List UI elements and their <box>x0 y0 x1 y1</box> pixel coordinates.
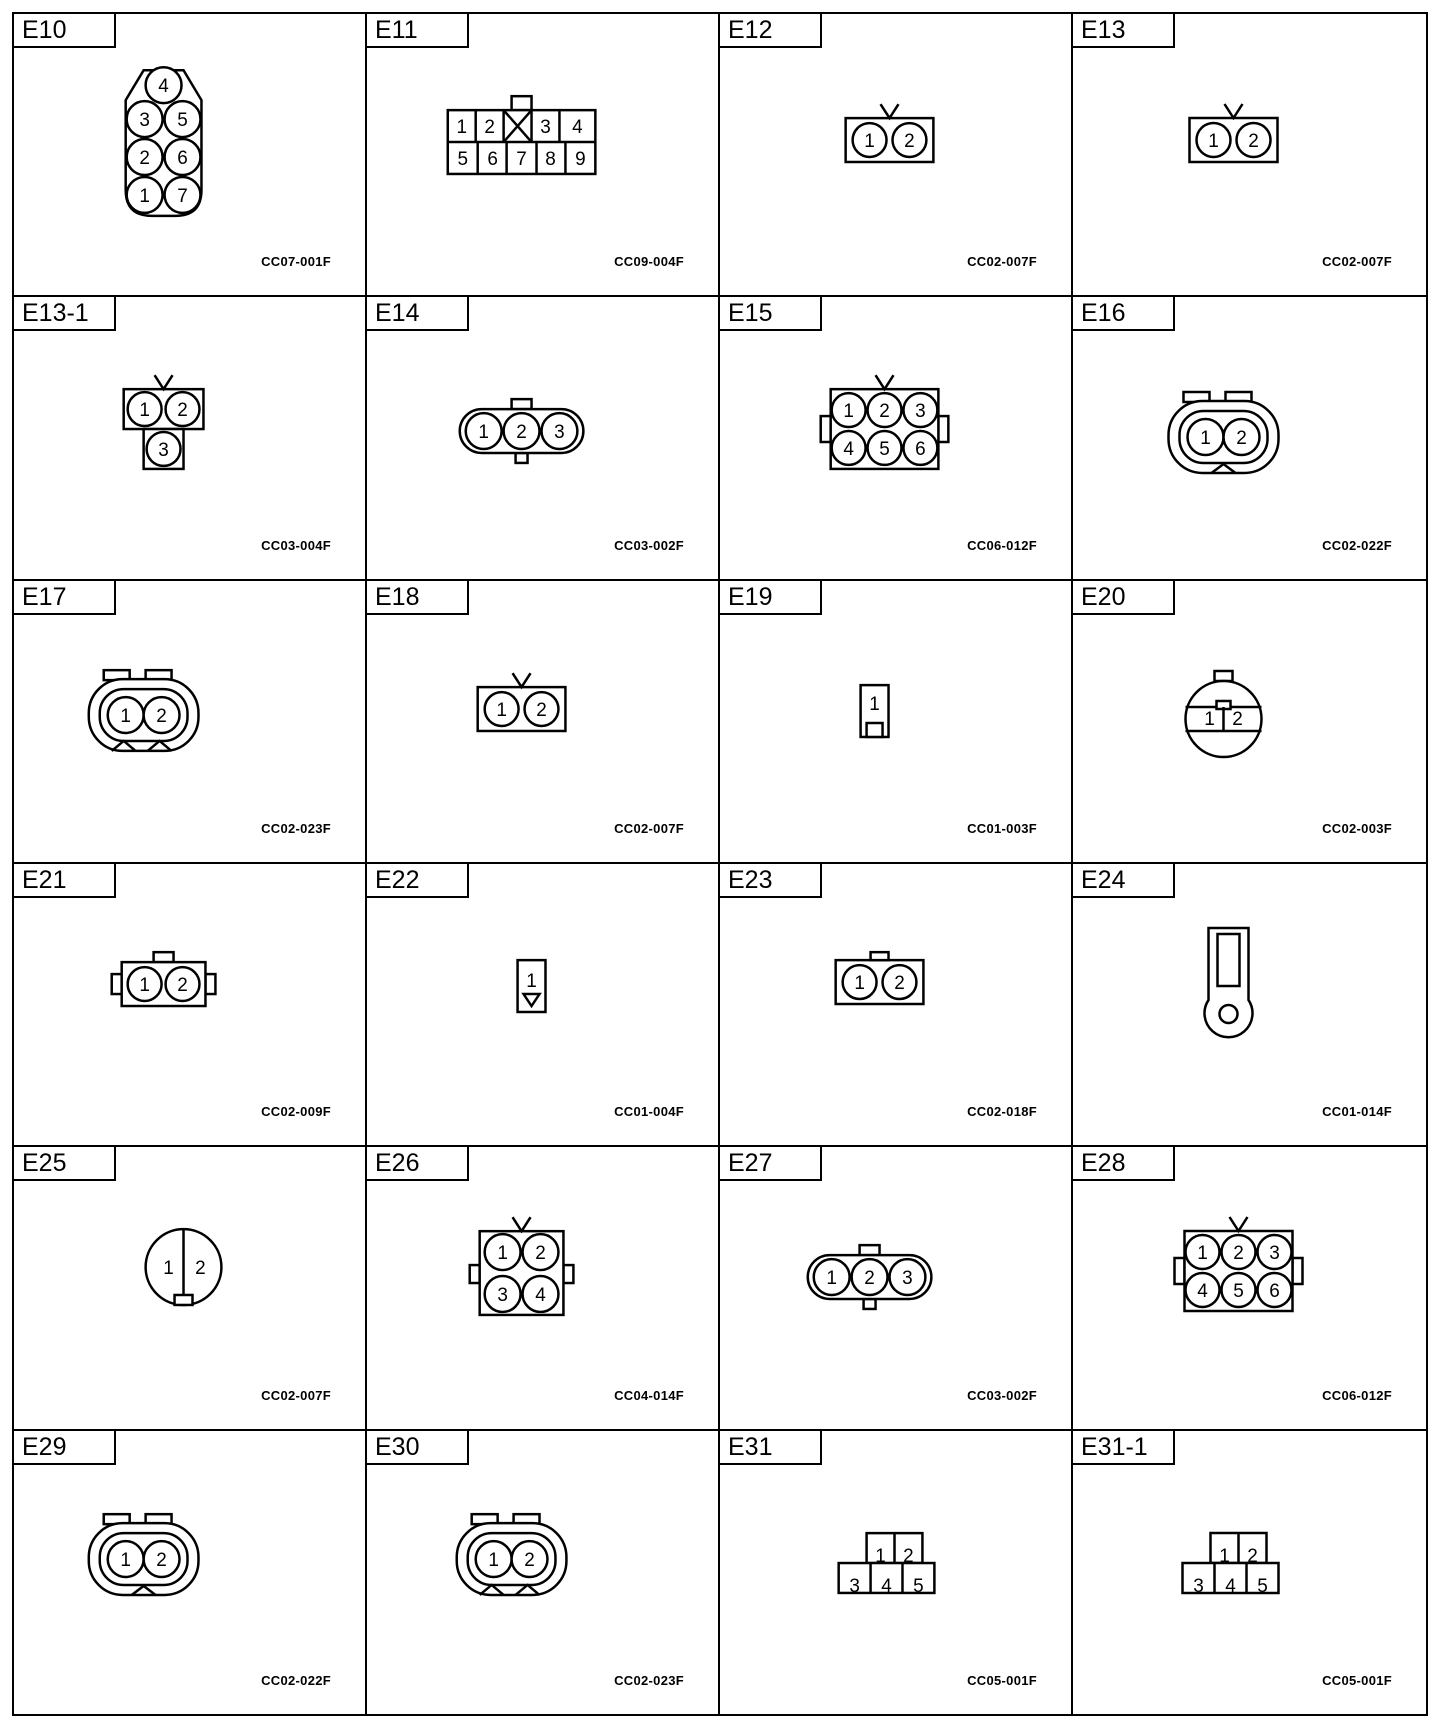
pin-number: 1 <box>120 705 131 727</box>
pin-number: 1 <box>843 401 854 423</box>
pin-number: 3 <box>849 1575 860 1597</box>
side-tab <box>821 416 831 442</box>
connector-cell <box>14 864 367 1147</box>
connector-cell <box>1073 1431 1426 1714</box>
pin-number: 2 <box>864 1268 875 1290</box>
pin-number: 2 <box>903 1545 914 1567</box>
pin-number: 4 <box>843 439 854 461</box>
pin-number: 5 <box>1257 1575 1268 1597</box>
connector-cell <box>1073 1147 1426 1430</box>
connector-part-code: CC02-023F <box>261 821 331 836</box>
connector-id-label: E14 <box>367 297 469 331</box>
connector-drawing <box>720 1181 1071 1401</box>
connector-part-code: CC02-023F <box>614 1673 684 1688</box>
connector-drawing <box>1073 331 1426 551</box>
side-tab <box>1175 1258 1185 1284</box>
connector-drawing <box>14 898 365 1118</box>
pin-number: 2 <box>535 1243 546 1265</box>
connector-id-label: E10 <box>14 14 116 48</box>
locking-tab <box>864 1299 876 1309</box>
pin-number: 5 <box>457 148 469 170</box>
pin-number: 1 <box>1204 708 1215 730</box>
connector-cell <box>14 14 367 297</box>
pin-number: 2 <box>879 401 890 423</box>
connector-id-label: E23 <box>720 864 822 898</box>
pin-number: 6 <box>1269 1281 1280 1303</box>
pin-number: 4 <box>881 1575 892 1597</box>
pin-number: 3 <box>915 401 926 423</box>
side-tab <box>470 1265 480 1283</box>
pin-number: 4 <box>535 1285 546 1307</box>
locking-tab <box>871 952 889 960</box>
key <box>175 1295 193 1305</box>
pin-number: 2 <box>894 973 905 995</box>
connector-cell <box>14 581 367 864</box>
connector-part-code: CC02-022F <box>261 1673 331 1688</box>
connector-part-code: CC09-004F <box>614 254 684 270</box>
connector-part-code: CC06-012F <box>1322 1387 1392 1403</box>
pin-number: 2 <box>156 705 167 727</box>
pin-number: 1 <box>496 699 507 721</box>
pin-number: 6 <box>915 439 926 461</box>
connector-cell <box>367 297 720 580</box>
connector-drawing <box>367 1465 718 1685</box>
connector-drawing <box>1073 1181 1426 1401</box>
connector-cell <box>720 581 1073 864</box>
connector-id-label: E12 <box>720 14 822 48</box>
locking-tab <box>512 399 532 409</box>
locking-tab <box>512 96 532 110</box>
pin-number: 3 <box>1193 1575 1204 1597</box>
pin-number: 6 <box>487 148 498 170</box>
pin-number: 1 <box>854 973 865 995</box>
connector-cell <box>1073 14 1426 297</box>
connector-cell <box>1073 864 1426 1147</box>
connector-part-code: CC03-002F <box>967 1387 1037 1403</box>
locking-tab <box>513 1218 531 1232</box>
connector-grid <box>12 12 1428 1716</box>
connector-cell <box>720 1147 1073 1430</box>
connector-id-label: E30 <box>367 1431 469 1465</box>
pin-number: 2 <box>1248 131 1259 152</box>
pin-number: 3 <box>139 110 150 132</box>
connector-id-label: E19 <box>720 581 822 615</box>
locking-tab <box>1225 104 1243 118</box>
side-tab <box>205 974 215 994</box>
connector-drawing <box>720 1465 1071 1685</box>
terminal-crimp <box>1218 934 1240 986</box>
pin-number: 1 <box>478 422 489 444</box>
side-tab <box>1293 1258 1303 1284</box>
connector-id-label: E13-1 <box>14 297 116 331</box>
pin-number: 1 <box>139 975 150 997</box>
pin-number: 2 <box>195 1258 206 1280</box>
connector-part-code: CC01-004F <box>614 1104 684 1120</box>
connector-id-label: E27 <box>720 1147 822 1181</box>
pin-number: 1 <box>139 400 150 422</box>
connector-id-label: E13 <box>1073 14 1175 48</box>
connector-part-code: CC03-002F <box>614 537 684 553</box>
connector-part-code: CC02-009F <box>261 1104 331 1120</box>
connector-drawing <box>1073 615 1426 835</box>
connector-id-label: E16 <box>1073 297 1175 331</box>
connector-drawing <box>14 615 365 835</box>
pin-number: 1 <box>456 117 468 139</box>
pin-number: 6 <box>177 147 188 169</box>
connector-part-code: CC01-014F <box>1322 1104 1392 1120</box>
connector-drawing <box>720 48 1071 268</box>
connector-id-label: E18 <box>367 581 469 615</box>
connector-part-code: CC02-007F <box>614 821 684 836</box>
connector-id-label: E20 <box>1073 581 1175 615</box>
connector-drawing <box>367 48 718 268</box>
connector-part-code: CC04-014F <box>614 1387 684 1403</box>
connector-cell <box>367 1147 720 1430</box>
pin-number: 3 <box>554 422 565 444</box>
connector-drawing <box>14 1181 365 1401</box>
connector-drawing <box>14 1465 365 1685</box>
connector-part-code: CC02-007F <box>967 254 1037 270</box>
locking-tab <box>860 1245 880 1255</box>
connector-id-label: E11 <box>367 14 469 48</box>
connector-drawing <box>14 331 365 551</box>
connector-part-code: CC02-007F <box>261 1387 331 1403</box>
connector-id-label: E15 <box>720 297 822 331</box>
pin-number: 1 <box>1200 428 1211 450</box>
pin-number: 5 <box>177 110 188 132</box>
connector-id-label: E26 <box>367 1147 469 1181</box>
connector-cell <box>14 1147 367 1430</box>
pin-number: 1 <box>1219 1545 1230 1567</box>
pin-number: 7 <box>516 148 527 170</box>
pin-number: 1 <box>1197 1243 1208 1265</box>
connector-id-label: E31 <box>720 1431 822 1465</box>
connector-id-label: E21 <box>14 864 116 898</box>
pin-number: 9 <box>575 148 586 170</box>
connector-cell <box>14 297 367 580</box>
connector-part-code: CC01-003F <box>967 821 1037 836</box>
pin-number: 2 <box>1232 708 1243 730</box>
pin-number: 2 <box>177 400 188 422</box>
locking-tab <box>876 376 894 390</box>
connector-id-label: E25 <box>14 1147 116 1181</box>
pin-number: 8 <box>545 148 556 170</box>
pin-number: 2 <box>1233 1243 1244 1265</box>
pin-number: 4 <box>572 117 583 139</box>
side-tab <box>112 974 122 994</box>
connector-cell <box>1073 581 1426 864</box>
connector-id-label: E28 <box>1073 1147 1175 1181</box>
pin-number: 2 <box>484 117 495 139</box>
pin-number: 2 <box>1247 1545 1258 1567</box>
connector-cell <box>1073 297 1426 580</box>
connector-cell <box>367 14 720 297</box>
pin-number: 1 <box>120 1549 131 1571</box>
connector-cell <box>14 1431 367 1714</box>
pin-number: 2 <box>904 131 915 153</box>
pin-number: 1 <box>488 1549 499 1571</box>
pin-number: 2 <box>139 147 150 169</box>
connector-cell <box>720 297 1073 580</box>
pin-number: 2 <box>524 1549 535 1571</box>
connector-part-code: CC02-003F <box>1322 821 1392 836</box>
connector-cell <box>367 864 720 1147</box>
connector-drawing <box>1073 1465 1426 1685</box>
connector-cell <box>367 1431 720 1714</box>
pin-number: 3 <box>540 117 551 139</box>
connector-part-code: CC02-022F <box>1322 537 1392 553</box>
connector-id-label: E22 <box>367 864 469 898</box>
connector-cell <box>720 864 1073 1147</box>
pin-number: 5 <box>879 439 890 461</box>
pin-number: 1 <box>139 185 150 207</box>
connector-drawing <box>14 48 365 268</box>
locking-tab <box>1230 1217 1248 1231</box>
pin-number: 2 <box>177 975 188 997</box>
pin-number: 1 <box>826 1268 837 1290</box>
connector-id-label: E29 <box>14 1431 116 1465</box>
pin-number: 4 <box>1225 1575 1236 1597</box>
pin-number: 1 <box>864 131 875 153</box>
connector-drawing <box>720 898 1071 1118</box>
connector-cell <box>367 581 720 864</box>
connector-drawing <box>720 331 1071 551</box>
pin-number: 5 <box>913 1575 924 1597</box>
connector-id-label: E31-1 <box>1073 1431 1175 1465</box>
pin-number: 4 <box>158 76 169 98</box>
pin-number: 1 <box>1208 131 1219 152</box>
connector-part-code: CC05-001F <box>1322 1673 1392 1688</box>
locking-tab <box>516 453 528 463</box>
locking-tab <box>155 376 173 390</box>
side-tab <box>938 416 948 442</box>
pin-number: 3 <box>902 1268 913 1290</box>
key <box>867 723 883 737</box>
connector-drawing <box>367 1181 718 1401</box>
locking-tab <box>881 104 899 118</box>
connector-cell <box>720 14 1073 297</box>
connector-cell <box>720 1431 1073 1714</box>
pin-number: 1 <box>497 1243 508 1265</box>
pin-number: 2 <box>1236 428 1247 450</box>
pin-number: 7 <box>177 185 188 207</box>
connector-drawing <box>367 331 718 551</box>
connector-id-label: E17 <box>14 581 116 615</box>
connector-part-code: CC05-001F <box>967 1673 1037 1688</box>
pin-number: 2 <box>516 422 527 444</box>
pin-number: 1 <box>526 971 537 993</box>
connector-drawing <box>1073 48 1426 268</box>
side-tab <box>563 1265 573 1283</box>
pin-number: 4 <box>1197 1281 1208 1303</box>
locking-tab <box>154 952 174 962</box>
pin-number: 3 <box>497 1285 508 1307</box>
pin-number: 2 <box>536 699 547 721</box>
connector-part-code: CC07-001F <box>261 254 331 270</box>
pin-number: 5 <box>1233 1281 1244 1303</box>
connector-drawing <box>367 615 718 835</box>
connector-id-label: E24 <box>1073 864 1175 898</box>
pin-number: 1 <box>875 1545 886 1567</box>
pin-number: 3 <box>158 440 169 462</box>
pin-number: 1 <box>163 1258 174 1280</box>
pin-number: 1 <box>869 693 880 715</box>
locking-tab <box>1215 671 1233 681</box>
connector-drawing <box>720 615 1071 835</box>
connector-part-code: CC02-007F <box>1322 254 1392 270</box>
pin-number: 2 <box>156 1549 167 1571</box>
connector-drawing <box>1073 898 1426 1118</box>
connector-part-code: CC02-018F <box>967 1104 1037 1120</box>
connector-part-code: CC06-012F <box>967 537 1037 553</box>
connector-part-code: CC03-004F <box>261 537 331 553</box>
pin-number: 3 <box>1269 1243 1280 1265</box>
connector-drawing <box>367 898 718 1118</box>
terminal-eye <box>1220 1005 1238 1023</box>
locking-tab <box>513 673 531 687</box>
